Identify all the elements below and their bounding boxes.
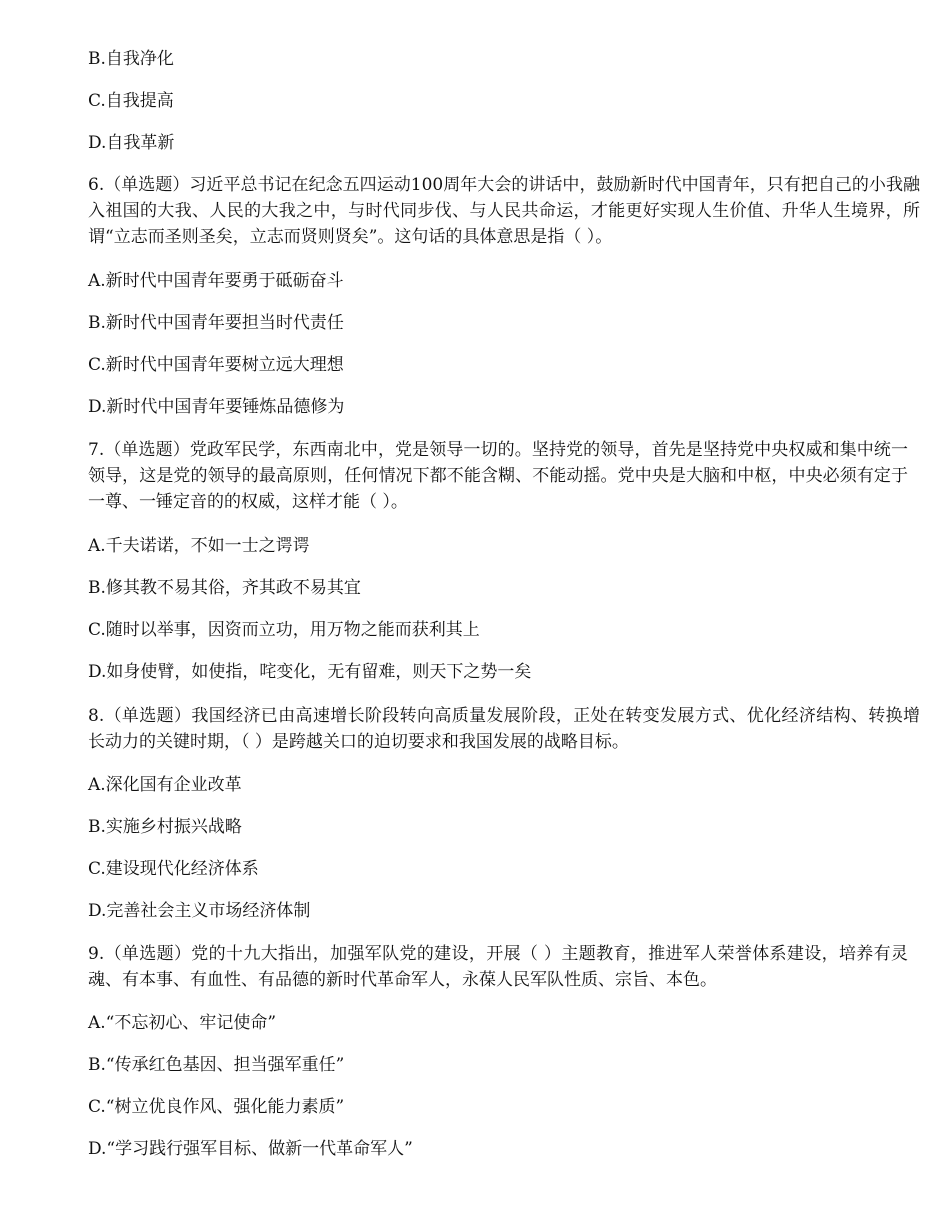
q9-option-a: A.“不忘初心、牢记使命” — [88, 1013, 277, 1033]
q5-option-b: B.自我净化 — [88, 49, 174, 69]
q6-option-a: A.新时代中国青年要勇于砥砺奋斗 — [88, 271, 344, 291]
q8-option-c: C.建设现代化经济体系 — [88, 859, 259, 879]
q6-option-d: D.新时代中国青年要锤炼品德修为 — [88, 397, 345, 417]
q7-option-b: B.修其教不易其俗，齐其政不易其宜 — [88, 578, 361, 598]
q7-option-c: C.随时以举事，因资而立功，用万物之能而获利其上 — [88, 620, 480, 640]
q9-stem: 9.（单选题）党的十九大指出，加强军队党的建设，开展（ ）主题教育，推进军人荣誉体系建设，培养有灵魂、有本事、有血性、有品德的新时代革命军人，永葆人民军队性质、宗旨、本色。 — [88, 944, 908, 990]
q8-option-a: A.深化国有企业改革 — [88, 775, 242, 795]
q7-option-a: A.千夫诺诺，不如一士之谔谔 — [88, 536, 310, 556]
q6-option-c: C.新时代中国青年要树立远大理想 — [88, 355, 344, 375]
q9-option-c: C.“树立优良作风、强化能力素质” — [88, 1097, 345, 1117]
q5-option-c: C.自我提高 — [88, 91, 174, 111]
q5-option-d: D.自我革新 — [88, 133, 175, 153]
q8-option-d: D.完善社会主义市场经济体制 — [88, 901, 311, 921]
q6-option-b: B.新时代中国青年要担当时代责任 — [88, 313, 344, 333]
q8-option-b: B.实施乡村振兴战略 — [88, 817, 242, 837]
q8-stem: 8.（单选题）我国经济已由高速增长阶段转向高质量发展阶段，正处在转变发展方式、优化经济结构、转换增长动力的关键时期，（ ）是跨越关口的迫切要求和我国发展的战略目标。 — [88, 706, 920, 752]
q9-option-d: D.“学习践行强军目标、做新一代革命军人” — [88, 1139, 413, 1159]
q7-option-d: D.如身使臂，如使指，咤变化，无有留难，则天下之势一矣 — [88, 662, 532, 682]
q9-option-b: B.“传承红色基因、担当强军重任” — [88, 1055, 345, 1075]
q7-stem: 7.（单选题）党政军民学，东西南北中，党是领导一切的。坚持党的领导，首先是坚持党中央权威和集中统一领导，这是党的领导的最高原则，任何情况下都不能含糊、不能动摇。党中央是大脑和中枢，中央必须有定于一尊、一锤定音的的权威，这样才能（ ）。 — [88, 440, 908, 512]
q6-stem: 6.（单选题）习近平总书记在纪念五四运动100周年大会的讲话中，鼓励新时代中国青年，只有把自己的小我融入祖国的大我、人民的大我之中，与时代同步伐、与人民共命运，才能更好实现人生价值、升华人生境界，所谓“立志而圣则圣矣，立志而贤则贤矣”。这句话的具体意思是指（ ）。 — [88, 175, 920, 247]
